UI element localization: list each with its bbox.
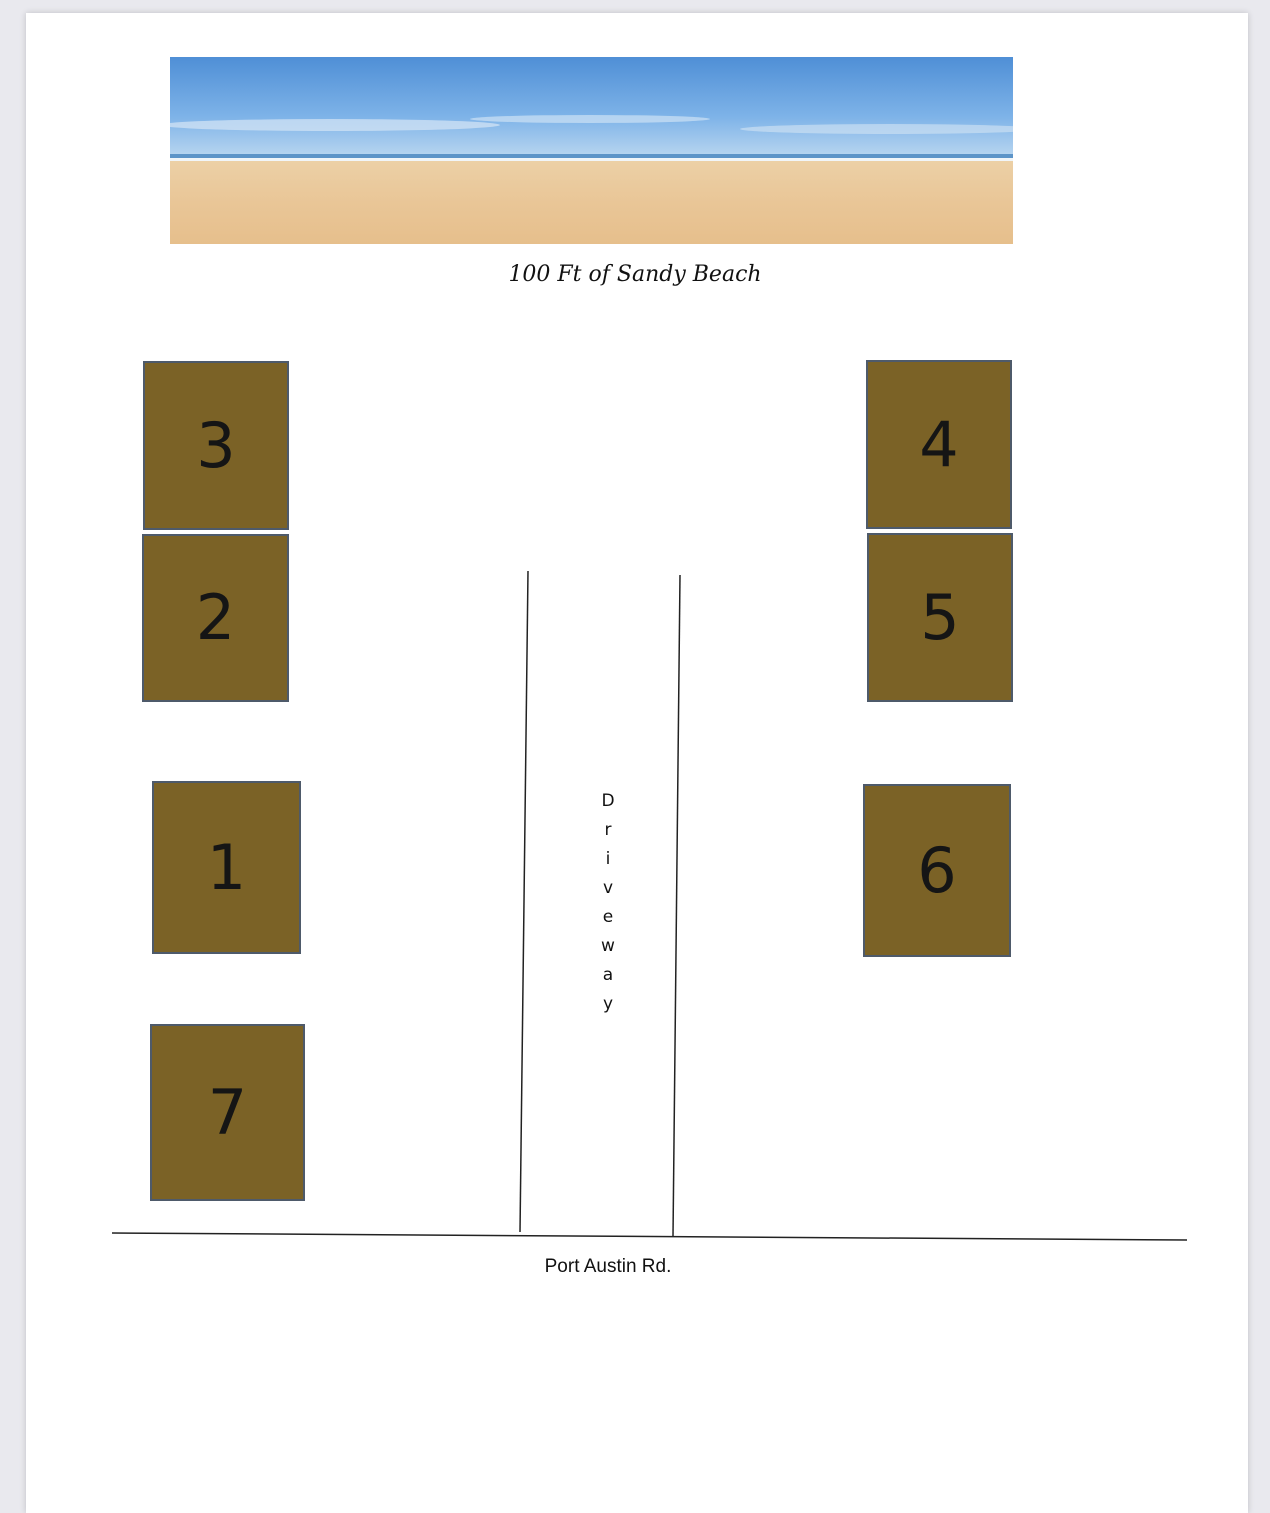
lot-2: [142, 534, 289, 702]
lot-7: [150, 1024, 305, 1201]
driveway-letter: r: [604, 820, 612, 840]
lot-6: [863, 784, 1011, 957]
lot-4: [866, 360, 1012, 529]
lot-5: [867, 533, 1013, 702]
lot-number: 2: [195, 581, 236, 654]
driveway-letter: D: [601, 791, 615, 811]
driveway-letter: a: [602, 965, 614, 985]
lot-number: 1: [206, 830, 247, 904]
lot-number: 7: [207, 1075, 248, 1149]
driveway-letter: e: [602, 907, 614, 927]
driveway-label: [588, 788, 628, 1020]
beach-caption: 100 Ft of Sandy Beach: [508, 262, 762, 287]
lot-1: [152, 781, 301, 954]
road-label: Port Austin Rd.: [544, 1256, 672, 1277]
driveway-letter: v: [602, 878, 614, 898]
lot-3: [143, 361, 289, 530]
lot-number: 6: [917, 833, 957, 907]
lot-number: 3: [196, 408, 236, 482]
driveway-letter: y: [602, 994, 614, 1014]
driveway-letter: w: [601, 936, 615, 956]
lot-number: 5: [920, 580, 960, 654]
lot-number: 4: [919, 407, 959, 481]
beach-photo: [170, 57, 1013, 244]
driveway-letter: i: [605, 849, 611, 869]
